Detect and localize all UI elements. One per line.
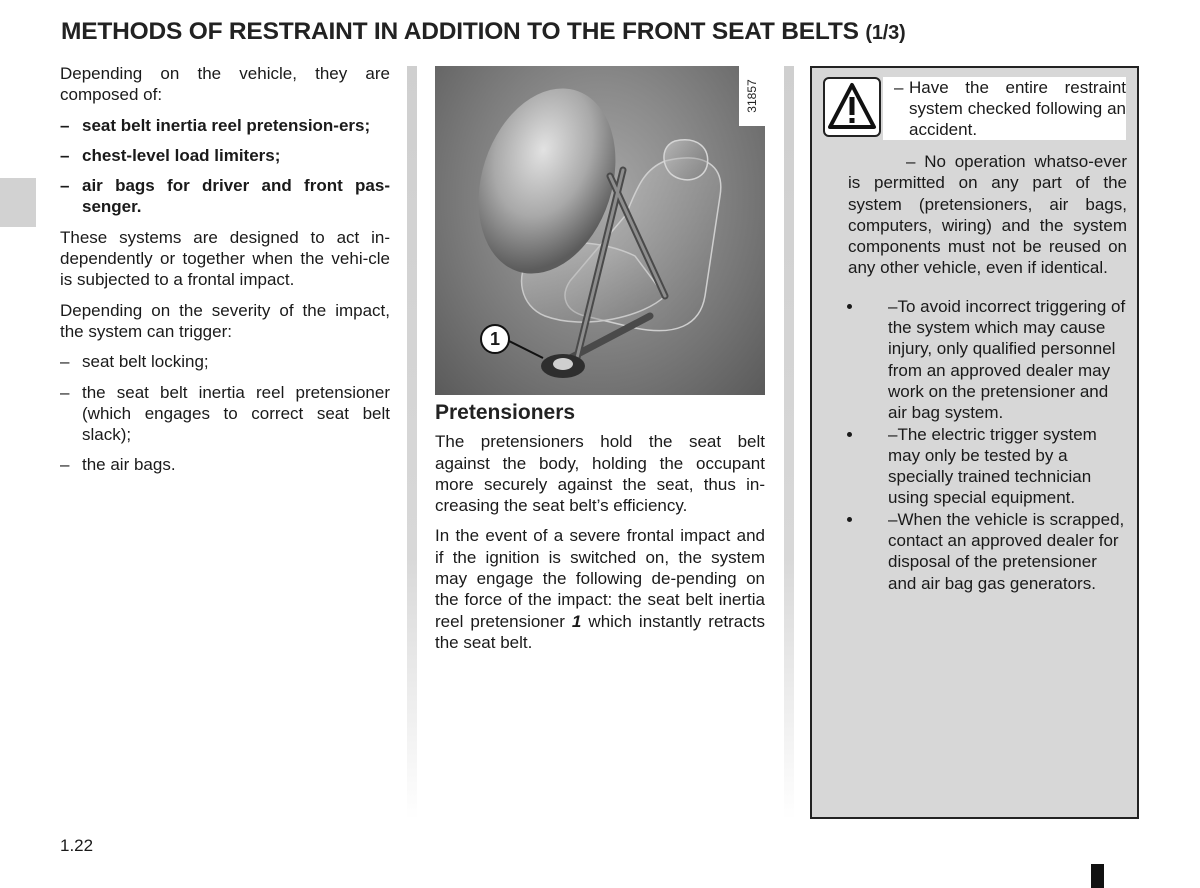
list-item (60, 145, 390, 166)
list-item-text: When the vehicle is scrapped, contact an approved dealer for disposal of the pretensioner and air bag gas generators. (888, 509, 1125, 593)
dash: – (60, 176, 70, 196)
warning-intro (883, 77, 1126, 140)
warning-triangle-glyph (825, 79, 879, 135)
list-item (60, 115, 390, 136)
list-item (864, 424, 1127, 509)
column-left (60, 63, 390, 485)
column-divider-left (407, 66, 417, 820)
callout-number: 1 (480, 324, 510, 354)
title-part: (1/3) (865, 22, 906, 44)
intro-text: Depending on the vehicle, they are composed of: (60, 64, 390, 105)
list-item (60, 382, 390, 446)
list-item-text: chest-level load limiters; (82, 145, 281, 165)
list-item-text: To avoid incorrect triggering of the system which may cause injury, only qualified personnel from an approved dealer may work on the pretensioner and air bag system. (888, 296, 1126, 423)
dash: – (894, 78, 904, 97)
figure-code: 31857 (745, 79, 759, 113)
component-list (60, 115, 390, 218)
title-main: METHODS OF RESTRAINT IN ADDITION TO THE FRONT SEAT BELTS (61, 18, 859, 45)
warning-intro-line (883, 77, 1126, 140)
list-item-text: seat belt locking; (82, 352, 209, 372)
figure-code-label (739, 66, 765, 126)
warning-triangle-icon (823, 77, 881, 137)
dash: – (888, 296, 898, 316)
dash: – (60, 145, 70, 165)
list-item-text: seat belt inertia reel pretension-ers; (82, 115, 371, 135)
warning-text (824, 151, 1127, 611)
warning-list (824, 296, 1127, 594)
section-tab (0, 178, 36, 227)
seat-airbag-illustration (435, 66, 765, 395)
reference-number: 1 (571, 611, 582, 631)
dash: – (906, 152, 916, 171)
page-number: 1.22 (60, 836, 94, 855)
impact-paragraph (435, 525, 765, 653)
list-item (864, 509, 1127, 594)
section-heading: Pretensioners (435, 401, 576, 424)
list-item (60, 175, 390, 218)
list-item (864, 296, 1127, 424)
dash: – (888, 509, 898, 529)
warning-first-paragraph (824, 151, 1127, 279)
impact-text-end: which instantly retracts the seat belt. (435, 611, 765, 652)
list-item-text: air bags for driver and front pas-senger. (82, 176, 390, 217)
dash: – (60, 382, 70, 402)
dash: – (888, 424, 898, 444)
column-middle (435, 402, 765, 662)
dash: – (60, 352, 70, 372)
dash: – (60, 115, 70, 135)
column-divider-right (784, 66, 794, 820)
severity-paragraph: Depending on the severity of the impact, the system can trigger: (60, 300, 390, 341)
list-item-text: The electric trigger system may only be tested by a specially trained technician using special equipment. (888, 424, 1097, 508)
pretensioner-paragraph: The pretensioners hold the seat belt against the body, holding the occupant more securely against the seat, thus in-creasing the seat belt’s efficiency. (435, 432, 765, 516)
warning-intro-text: Have the entire restraint system checked following an accident. (909, 78, 1126, 139)
list-item (60, 454, 390, 475)
trigger-list (60, 351, 390, 475)
warning-first-text: No operation whatso-ever is permitted on any part of the system (pretensioners, air bags, computers, wiring) and the system components must not be reused on any other vehicle, even if identical. (848, 152, 1127, 278)
impact-text: In the event of a severe frontal impact and if the ignition is switched on, the system may engage the following de-pending on the force of the impact: the seat belt inertia reel pretensioner (435, 526, 765, 631)
list-item (60, 351, 390, 372)
dash: – (60, 455, 70, 475)
warning-box (810, 66, 1139, 819)
systems-paragraph: These systems are designed to act in-dependently or together when the vehi-cle is subjected to a frontal impact. (60, 227, 390, 290)
list-item-text: the seat belt inertia reel pretensioner (which engages to correct seat belt slack); (82, 382, 390, 445)
list-item-text: the air bags. (82, 455, 176, 475)
page-edge-marker (1091, 864, 1104, 888)
page-title (61, 18, 1161, 46)
